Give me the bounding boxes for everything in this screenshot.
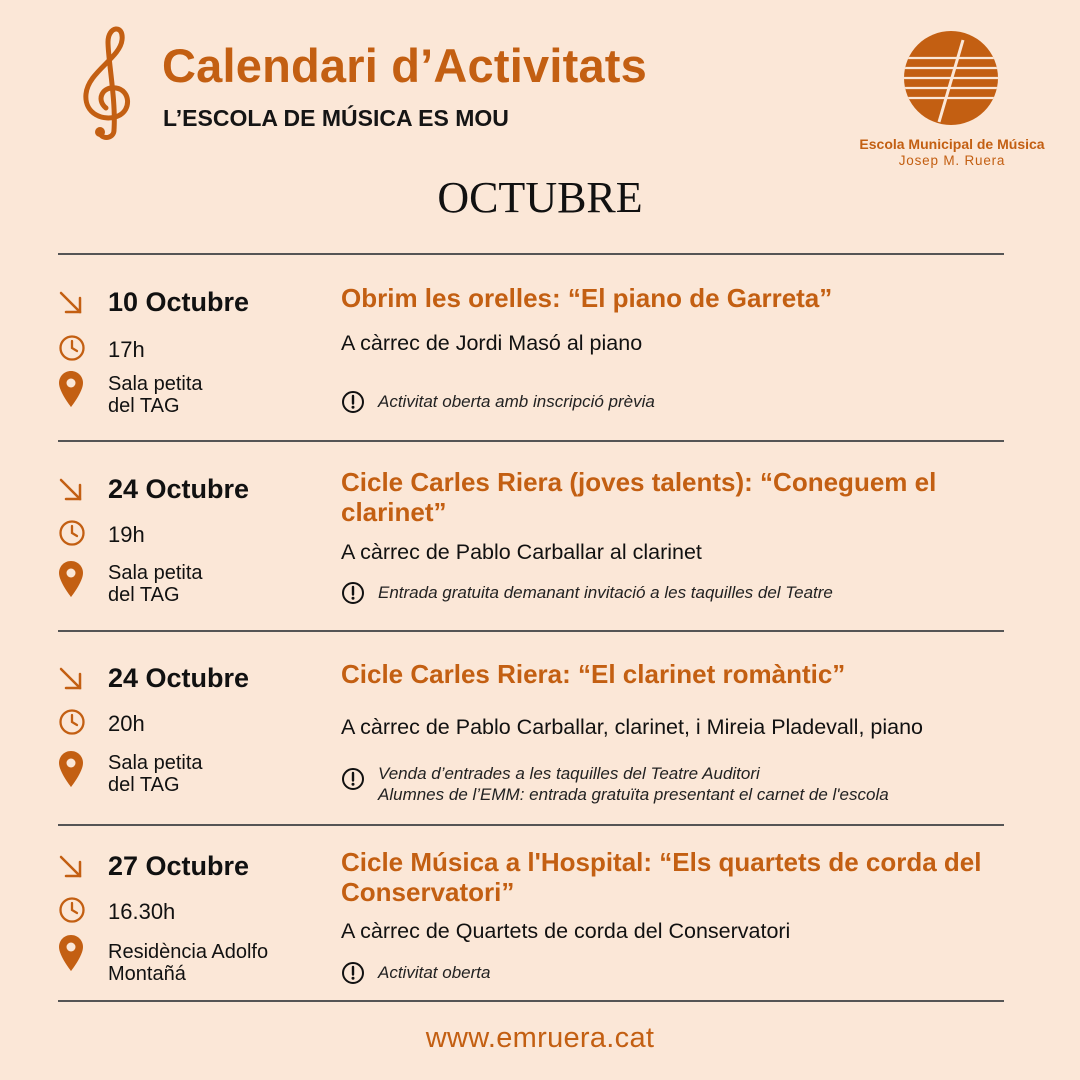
event-description: A càrrec de Pablo Carballar, clarinet, i Mireia Pladevall, piano [341,715,923,739]
map-pin-icon [58,560,84,598]
map-pin-icon [58,934,84,972]
school-logo [903,30,999,126]
event-time: 20h [108,711,145,736]
event-title: Obrim les orelles: “El piano de Garreta” [341,283,833,313]
school-person-name: Josep M. Ruera [898,153,1006,168]
event-time: 16.30h [108,899,176,924]
event-note: Activitat oberta [378,963,491,982]
school-name: Escola Municipal de Música [859,136,1045,152]
arrow-down-right-icon [58,666,84,692]
event-description: A càrrec de Quartets de corda del Conservatori [341,919,791,943]
event-note: Activitat oberta amb inscripció prèvia [378,392,655,411]
arrow-down-right-icon [58,477,84,503]
clock-icon [58,519,86,547]
clock-icon [58,334,86,362]
divider [58,824,1004,826]
clock-icon [58,896,86,924]
event-time: 17h [108,337,145,362]
event-place: Sala petita del TAG [108,373,203,417]
clock-icon [58,708,86,736]
event-place: Sala petita del TAG [108,752,203,796]
exclamation-circle-icon [341,767,365,791]
divider [58,253,1004,255]
event-place: Residència Adolfo Montañá [108,941,269,985]
event-place: Sala petita del TAG [108,562,203,606]
event-description: A càrrec de Jordi Masó al piano [341,331,643,355]
treble-clef-icon [78,20,140,142]
page-subtitle: L’ESCOLA DE MÚSICA ES MOU [163,105,509,131]
map-pin-icon [58,370,84,408]
event-note: Venda d’entrades a les taquilles del Teatre Auditori Alumnes de l’EMM: entrada gratuïta presentant el carnet de l'escola [378,764,889,804]
event-note: Entrada gratuita demanant invitació a les taquilles del Teatre [378,583,833,602]
event-title: Cicle Carles Riera: “El clarinet romàntic” [341,659,846,689]
event-date: 24 Octubre [108,663,250,693]
page-title: Calendari d’Activitats [162,39,647,92]
divider [58,1000,1004,1002]
exclamation-circle-icon [341,390,365,414]
divider [58,630,1004,632]
map-pin-icon [58,750,84,788]
exclamation-circle-icon [341,961,365,985]
exclamation-circle-icon [341,581,365,605]
arrow-down-right-icon [58,854,84,880]
event-date: 24 Octubre [108,474,250,504]
event-date: 27 Octubre [108,851,250,881]
arrow-down-right-icon [58,290,84,316]
event-title: Cicle Carles Riera (joves talents): “Coneguem el clarinet” [341,467,937,527]
website-link[interactable]: www.emruera.cat [425,1022,655,1054]
month-heading: OCTUBRE [437,173,643,222]
event-date: 10 Octubre [108,287,250,317]
event-title: Cicle Música a l'Hospital: “Els quartets de corda del Conservatori” [341,847,982,907]
event-description: A càrrec de Pablo Carballar al clarinet [341,540,702,564]
divider [58,440,1004,442]
event-time: 19h [108,522,145,547]
